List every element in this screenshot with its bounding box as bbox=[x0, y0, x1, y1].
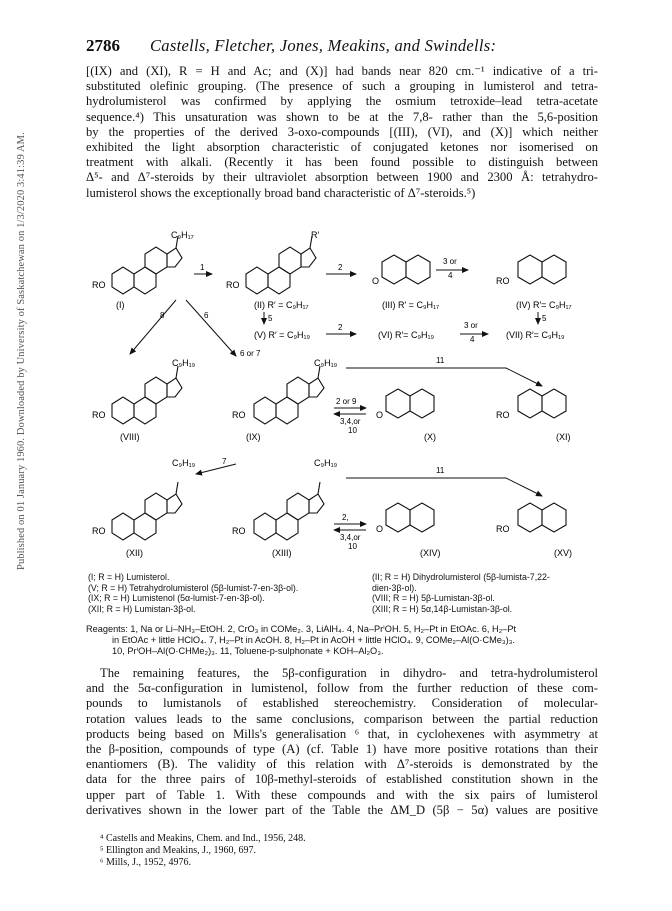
arrow-label: 3,4,or bbox=[340, 417, 361, 426]
arrow-label: 2 bbox=[338, 323, 343, 332]
arrow-label: 4 bbox=[448, 271, 453, 280]
text-line: derivatives shown in the lower part of the Table the ΔM_D (5β − 5α) values are positive bbox=[86, 802, 598, 817]
footnote: ⁶ Mills, J., 1952, 4976. bbox=[100, 856, 191, 868]
arrow-11b bbox=[346, 478, 542, 496]
arrow-label: 5 bbox=[542, 314, 547, 323]
arrow-label: 5 bbox=[268, 314, 273, 323]
legend-row bbox=[88, 572, 598, 583]
compound-label-X: (X) bbox=[424, 432, 436, 442]
compound-legend bbox=[88, 572, 598, 614]
substituent: R′ bbox=[311, 230, 320, 240]
arrow-label: 6 or 7 bbox=[240, 349, 261, 358]
text-line: data for the three pairs of 10β-methyl-steroids of established constitution shown in the bbox=[86, 772, 598, 787]
arrow-label: 3 or bbox=[464, 321, 478, 330]
atom-label: RO bbox=[496, 410, 510, 420]
running-title: Castells, Fletcher, Jones, Meakins, and Swindells: bbox=[150, 36, 497, 55]
structure-XV bbox=[496, 503, 572, 558]
text-line: Δ⁵- and Δ⁷-steroids by their ultraviolet absorption between 1900 and 2300 Å: tetrahydro- bbox=[86, 170, 598, 185]
structure-IX bbox=[232, 358, 338, 442]
arrow-label: 10 bbox=[348, 426, 357, 435]
text-line: pounds to lumistanols of established stereochemistry. Consideration of molecular- bbox=[86, 696, 598, 711]
text-line: and the 5α-configuration in lumistenol, follow from the further reduction of these com- bbox=[86, 681, 598, 696]
text-line: substituted olefinic grouping. (The presence of such a grouping in lumisterol and tetra- bbox=[86, 79, 598, 94]
paragraph-2 bbox=[86, 666, 598, 818]
legend-left: (V; R = H) Tetrahydrolumisterol (5β-lumist-7-en-3β-ol). bbox=[88, 582, 299, 593]
arrow-8 bbox=[130, 300, 176, 354]
atom-label: O bbox=[376, 524, 384, 534]
structure-XIII bbox=[232, 458, 338, 558]
compound-label-I: (I) bbox=[116, 300, 125, 310]
footnote: ⁵ Ellington and Meakins, J., 1960, 697. bbox=[100, 844, 256, 856]
atom-label: RO bbox=[92, 280, 106, 290]
substituent: C₉H₁₉ bbox=[314, 458, 338, 468]
text-line: by the properties of the derived 3-oxo-compounds [(III), (VI), and (X)] which neither bbox=[86, 124, 598, 139]
footnote: ⁴ Castells and Meakins, Chem. and Ind., 1956, 248. bbox=[100, 833, 306, 844]
substituent: C₉H₁₉ bbox=[314, 358, 338, 368]
compound-label-IX: (IX) bbox=[246, 432, 261, 442]
download-watermark-text: Published on 01 January 1960. Downloaded by University of Saskatchewan on 1/3/2020 3:41:39 AM. bbox=[16, 132, 27, 570]
legend-row bbox=[88, 593, 598, 604]
text-line: exhibited the light absorption characteristic of conjugated ketones nor isomerised on bbox=[86, 140, 598, 155]
legend-right: dien-3β-ol). bbox=[372, 582, 417, 593]
atom-label: RO bbox=[232, 526, 246, 536]
compound-label-XV: (XV) bbox=[554, 548, 572, 558]
atom-label: RO bbox=[496, 524, 510, 534]
page-header bbox=[86, 36, 606, 58]
reagents-line: 10, PrⁱOH–Al(O·CHMe₂)₃. 11, Toluene-p-sulphonate + KOH–Al₂O₃. bbox=[112, 646, 384, 657]
structure-XII bbox=[92, 458, 196, 558]
text-line: hydrolumisterol was confirmed by applying the osmium tetroxide–lead tetra-acetate bbox=[86, 94, 598, 109]
arrow-label: 11 bbox=[436, 356, 445, 365]
compound-label-IV: (IV) R′= C₉H₁₇ bbox=[516, 300, 572, 310]
structure-XI bbox=[496, 389, 571, 442]
reagents-list bbox=[86, 624, 598, 658]
arrow-label: 6 bbox=[204, 311, 209, 320]
arrow-label: 1 bbox=[200, 263, 205, 272]
legend-left: (XII; R = H) Lumistan-3β-ol. bbox=[88, 603, 196, 614]
atom-label: RO bbox=[232, 410, 246, 420]
structure-XIV bbox=[376, 503, 441, 558]
compound-label-V: (V) R′ = C₉H₁₉ bbox=[254, 330, 311, 340]
structure-III bbox=[372, 255, 439, 310]
atom-label: RO bbox=[92, 526, 106, 536]
substituent: C₉H₁₇ bbox=[171, 230, 194, 240]
legend-right: (VIII; R = H) 5β-Lumistan-3β-ol. bbox=[372, 593, 495, 604]
substituent: C₉H₁₉ bbox=[172, 458, 196, 468]
atom-label: O bbox=[376, 410, 384, 420]
arrow-label: 11 bbox=[436, 466, 445, 475]
reaction-scheme bbox=[86, 226, 596, 566]
text-line: [(IX) and (XI), R = H and Ac; and (X)] had bands near 820 cm.⁻¹ indicative of a tri- bbox=[86, 64, 598, 78]
legend-row bbox=[88, 604, 598, 615]
substituent: C₉H₁₉ bbox=[172, 358, 196, 368]
atom-label: RO bbox=[92, 410, 106, 420]
text-line: sequence.⁴) This unsaturation was shown to be at the 7,8- rather than the 5,6-position bbox=[86, 109, 598, 124]
compound-label-XI: (XI) bbox=[556, 432, 571, 442]
arrow-7 bbox=[196, 464, 236, 474]
text-line: The remaining features, the 5β-configuration in dihydro- and tetra-hydrolumisterol bbox=[100, 666, 598, 680]
text-line: products being based on Mills's generalisation ⁶ that, in cyclohexenes with asymmetry at bbox=[86, 726, 598, 741]
arrow-label: 2, bbox=[342, 513, 349, 522]
text-line: lumisterol shows the exceptionally broad band characteristic of Δ⁷-steroids.⁵) bbox=[86, 185, 476, 200]
structure-I bbox=[92, 230, 194, 310]
structure-IV bbox=[496, 255, 572, 310]
text-line: rotation values leads to the same conclusions, comparison between the partial reduction bbox=[86, 711, 598, 726]
compound-label-VI: (VI) R′= C₉H₁₉ bbox=[378, 330, 435, 340]
compound-label-VIII: (VIII) bbox=[120, 432, 140, 442]
download-watermark bbox=[4, 130, 27, 570]
legend-right: (II; R = H) Dihydrolumisterol (5β-lumista-7,22- bbox=[372, 572, 550, 582]
reagents-line: Reagents: 1, Na or Li–NH₃–EtOH. 2, CrO₃ in COMe₂. 3, LiAlH₄. 4, Na–PrⁱOH. 5, H₂–Pt in EtOAc. 6, H₂–Pt bbox=[86, 624, 517, 634]
compound-label-VII: (VII) R′= C₉H₁₉ bbox=[506, 330, 565, 340]
compound-label-XIII: (XIII) bbox=[272, 548, 292, 558]
compound-label-III: (III) R′ = C₉H₁₇ bbox=[382, 300, 440, 310]
arrow-label: 10 bbox=[348, 542, 357, 551]
arrow-label: 3 or bbox=[443, 257, 457, 266]
arrow-label: 3,4,or bbox=[340, 533, 361, 542]
compound-label-XII: (XII) bbox=[126, 548, 143, 558]
arrow-6or7 bbox=[186, 300, 236, 356]
atom-label: O bbox=[372, 276, 380, 286]
compound-label-II: (II) R′ = C₉H₁₇ bbox=[254, 300, 309, 310]
reagents-line: in EtOAc + little HClO₄. 7, H₂–Pt in AcOH. 8, H₂–Pt in AcOH + little HClO₄. 9, COMe₂–Al(O·CMe₃)₃. bbox=[112, 635, 515, 646]
text-line: treatment with alkali. (Recently it has been found possible to distinguish between bbox=[86, 155, 598, 170]
page-number: 2786 bbox=[86, 36, 120, 55]
arrow-11 bbox=[346, 368, 542, 386]
legend-row bbox=[88, 583, 598, 594]
arrow-label: 4 bbox=[470, 335, 475, 344]
legend-left: (I; R = H) Lumisterol. bbox=[88, 572, 170, 582]
paragraph-1 bbox=[86, 64, 598, 201]
structure-X bbox=[376, 389, 436, 442]
compound-label-XIV: (XIV) bbox=[420, 548, 441, 558]
legend-left: (IX; R = H) Lumistenol (5α-lumist-7-en-3β-ol). bbox=[88, 593, 265, 604]
arrow-label: 8 bbox=[160, 311, 165, 320]
legend-right: (XIII; R = H) 5α,14β-Lumistan-3β-ol. bbox=[372, 603, 513, 614]
structure-VIII bbox=[92, 358, 196, 442]
arrow-label: 7 bbox=[222, 457, 227, 466]
structure-II bbox=[226, 230, 319, 310]
text-line: upper part of Table 1. With these compounds and with the six pairs of lumisterol bbox=[86, 787, 598, 802]
arrow-label: 2 bbox=[338, 263, 343, 272]
text-line: enantiomers (B). The validity of this relation with Δ⁷-steroids is demonstrated by the bbox=[86, 757, 598, 772]
footnotes bbox=[100, 833, 306, 868]
atom-label: RO bbox=[496, 276, 510, 286]
text-line: the β-position, compounds of type (A) (cf. Table 1) have more positive rotations than their bbox=[86, 742, 598, 757]
atom-label: RO bbox=[226, 280, 240, 290]
arrow-label: 2 or 9 bbox=[336, 397, 357, 406]
